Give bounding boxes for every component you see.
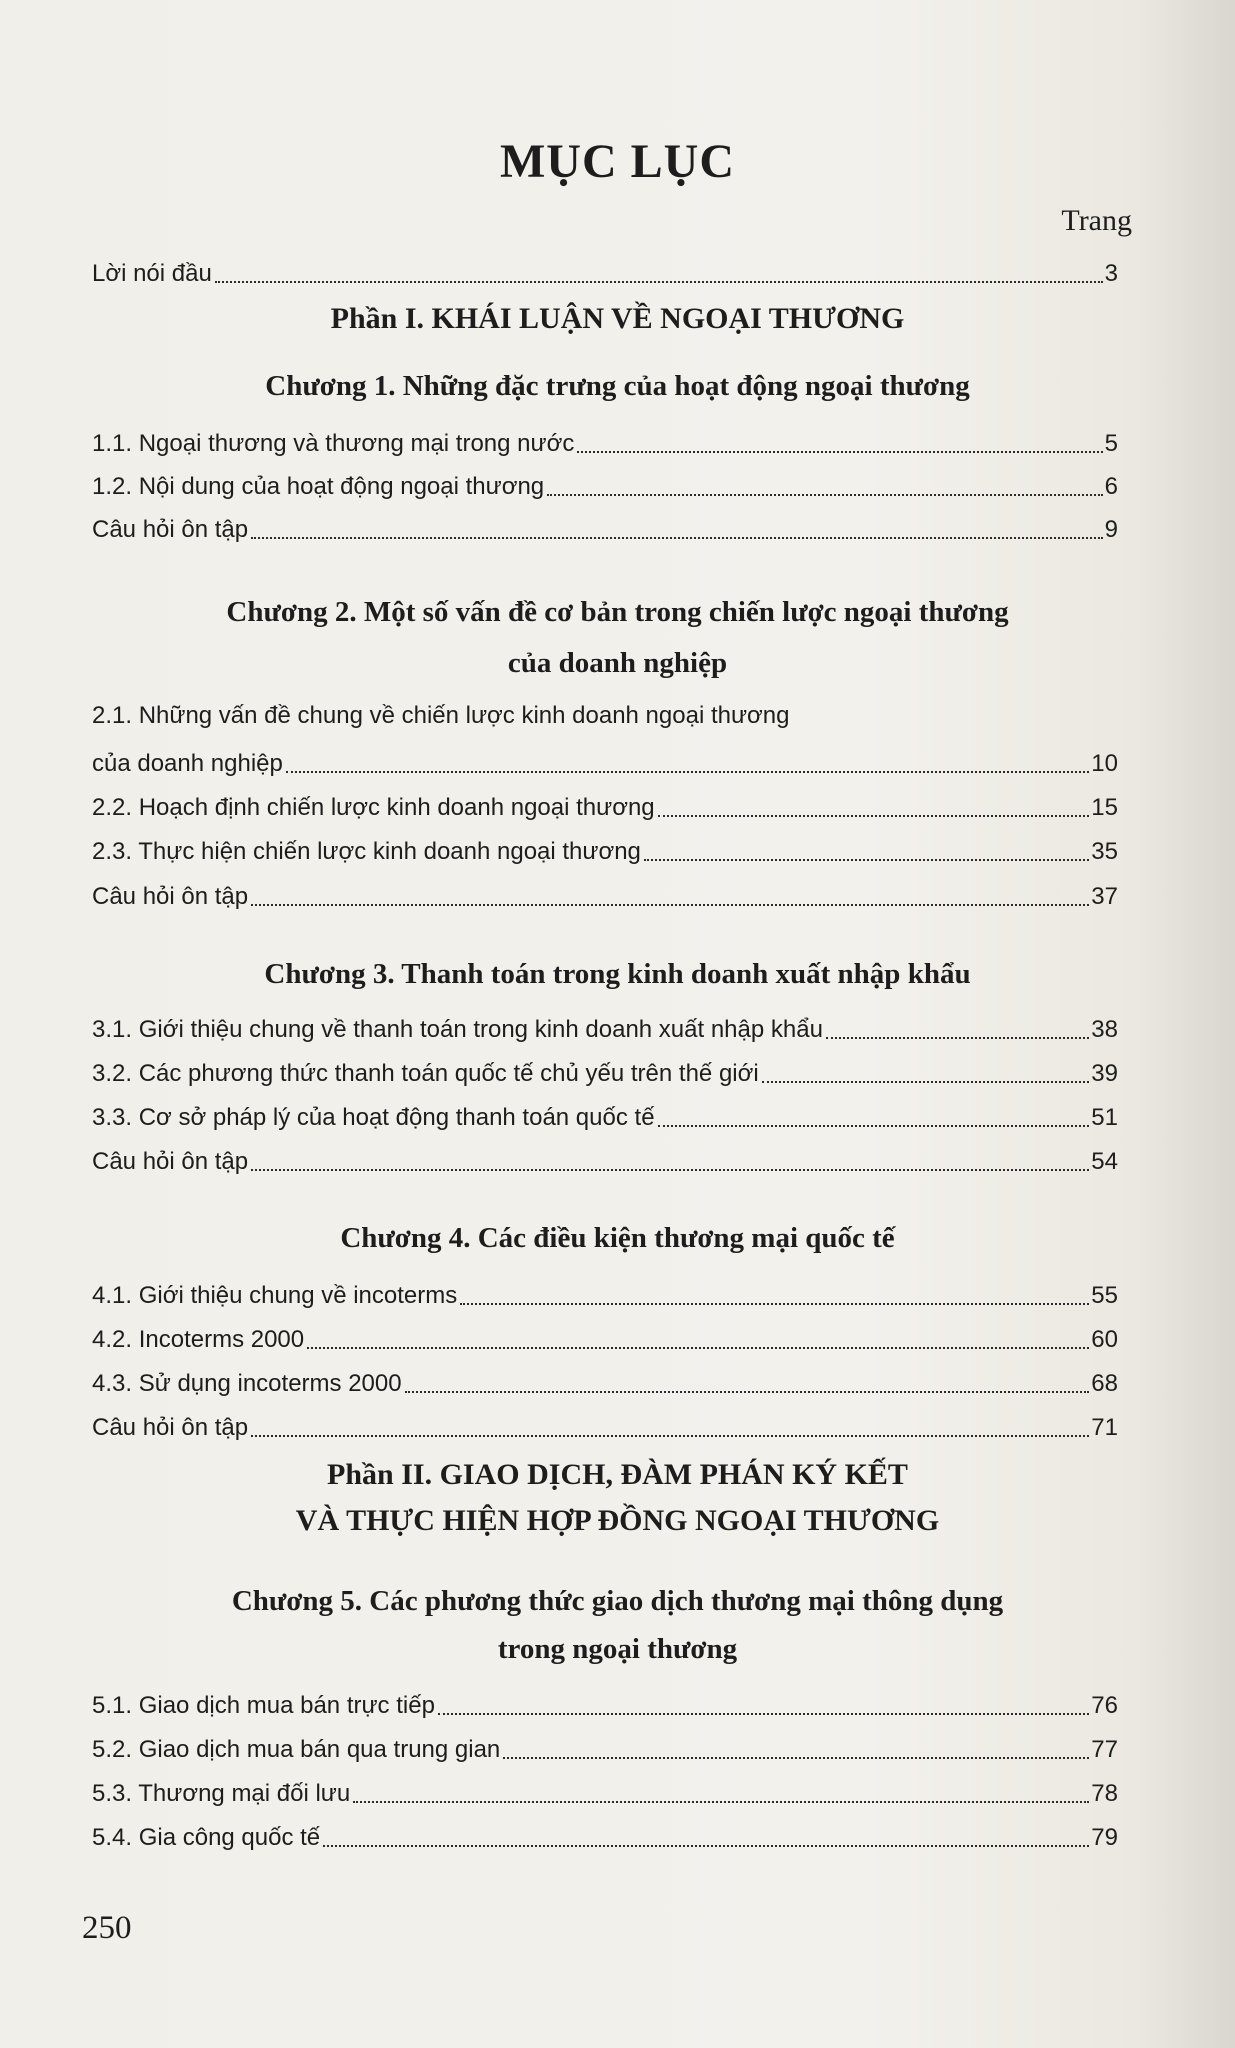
toc-entry-page: 78	[1091, 1780, 1118, 1807]
toc-entry-label: 5.1. Giao dịch mua bán trực tiếp	[92, 1692, 435, 1719]
page-column-header: Trang	[1061, 204, 1132, 237]
toc-entry-label: 2.3. Thực hiện chiến lược kinh doanh ngoại thương	[92, 838, 641, 865]
toc-entry-page: 51	[1091, 1104, 1118, 1131]
toc-entry-label: của doanh nghiệp	[92, 750, 283, 777]
toc-entry-label: 3.3. Cơ sở pháp lý của hoạt động thanh toán quốc tế	[92, 1104, 655, 1131]
leader-dots	[547, 494, 1102, 496]
part-2-heading: Phần II. GIAO DỊCH, ĐÀM PHÁN KÝ KẾT	[327, 1458, 908, 1491]
toc-entry-label: 4.2. Incoterms 2000	[92, 1326, 305, 1353]
toc-entry	[92, 1096, 1118, 1132]
toc-entry	[92, 1274, 1118, 1310]
toc-entry	[92, 830, 1118, 866]
toc-entry-label: Câu hỏi ôn tập	[92, 1148, 249, 1175]
toc-entry-page: 10	[1091, 750, 1118, 777]
leader-dots	[405, 1391, 1090, 1393]
leader-dots	[762, 1081, 1090, 1083]
toc-entry-page: 55	[1091, 1282, 1118, 1309]
toc-entry-label: Câu hỏi ôn tập	[92, 516, 249, 543]
toc-entry-label: 5.4. Gia công quốc tế	[92, 1824, 321, 1851]
toc-entry	[92, 1728, 1118, 1764]
toc-entry-label: 2.2. Hoạch định chiến lược kinh doanh ngoại thương	[92, 794, 655, 821]
leader-dots	[503, 1757, 1089, 1759]
leader-dots	[307, 1347, 1089, 1349]
leader-dots	[658, 1125, 1090, 1127]
toc-entry-page: 77	[1091, 1736, 1118, 1763]
toc-entry-page: 38	[1091, 1016, 1118, 1043]
leader-dots	[286, 771, 1089, 773]
toc-entry-label: 1.1. Ngoại thương và thương mại trong nước	[92, 430, 575, 457]
toc-entry-page: 60	[1091, 1326, 1118, 1353]
toc-entry	[92, 742, 1118, 778]
chapter-5-heading-line2: trong ngoại thương	[497, 1633, 738, 1665]
chapter-4-heading: Chương 4. Các điều kiện thương mại quốc tế	[340, 1222, 895, 1254]
page-title: MỤC LỤC	[500, 135, 735, 188]
leader-dots	[251, 537, 1103, 539]
toc-entry-page: 54	[1091, 1148, 1118, 1175]
toc-entry-label: 5.3. Thương mại đối lưu	[92, 1780, 351, 1807]
leader-dots	[323, 1845, 1089, 1847]
toc-entry	[92, 1052, 1118, 1088]
toc-entry-label: 1.2. Nội dung của hoạt động ngoại thương	[92, 473, 545, 500]
leader-dots	[251, 1169, 1089, 1171]
leader-dots	[460, 1303, 1089, 1305]
toc-entry-label: Lời nói đầu	[92, 260, 212, 287]
toc-entry-label: 3.1. Giới thiệu chung về thanh toán trong kinh doanh xuất nhập khẩu	[92, 1016, 823, 1043]
leader-dots	[658, 815, 1090, 817]
toc-entry	[92, 786, 1118, 822]
leader-dots	[438, 1713, 1089, 1715]
toc-entry-page: 35	[1091, 838, 1118, 865]
chapter-1-heading: Chương 1. Những đặc trưng của hoạt động ngoại thương	[265, 370, 970, 402]
leader-dots	[215, 281, 1103, 283]
toc-entry	[92, 1318, 1118, 1354]
toc-entry-preface	[92, 252, 1118, 288]
part-2-heading-line2: VÀ THỰC HIỆN HỢP ĐỒNG NGOẠI THƯƠNG	[295, 1504, 940, 1537]
toc-entry	[92, 1140, 1118, 1176]
leader-dots	[251, 904, 1089, 906]
toc-entry-label: 4.3. Sử dụng incoterms 2000	[92, 1370, 402, 1397]
toc-entry	[92, 508, 1118, 544]
page-number: 250	[82, 1910, 132, 1946]
toc-entry	[92, 875, 1118, 911]
toc-entry-page: 39	[1091, 1060, 1118, 1087]
toc-entry	[92, 422, 1118, 458]
toc-entry-page: 71	[1091, 1414, 1118, 1441]
toc-entry	[92, 1772, 1118, 1808]
chapter-2-heading: Chương 2. Một số vấn đề cơ bản trong chiến lược ngoại thương	[226, 596, 1009, 628]
leader-dots	[251, 1435, 1089, 1437]
toc-entry-page: 15	[1091, 794, 1118, 821]
toc-entry	[92, 465, 1118, 501]
toc-entry-page: 9	[1104, 516, 1118, 543]
toc-entry-page: 68	[1091, 1370, 1118, 1397]
toc-entry-page: 3	[1104, 260, 1118, 287]
toc-entry-label: 3.2. Các phương thức thanh toán quốc tế chủ yếu trên thế giới	[92, 1060, 759, 1087]
toc-entry-label: Câu hỏi ôn tập	[92, 1414, 249, 1441]
toc-entry-label: 2.1. Những vấn đề chung về chiến lược kinh doanh ngoại thương	[92, 702, 790, 729]
chapter-5-heading: Chương 5. Các phương thức giao dịch thương mại thông dụng	[231, 1585, 1004, 1617]
toc-entry-page: 76	[1091, 1692, 1118, 1719]
leader-dots	[644, 859, 1089, 861]
chapter-2-heading-line2: của doanh nghiệp	[507, 647, 728, 679]
toc-entry	[92, 1008, 1118, 1044]
leader-dots	[577, 451, 1102, 453]
toc-entry-page: 37	[1091, 883, 1118, 910]
chapter-3-heading: Chương 3. Thanh toán trong kinh doanh xuất nhập khẩu	[264, 958, 971, 990]
toc-entry-page: 79	[1091, 1824, 1118, 1851]
part-1-heading: Phần I. KHÁI LUẬN VỀ NGOẠI THƯƠNG	[330, 302, 905, 335]
toc-entry-label: Câu hỏi ôn tập	[92, 883, 249, 910]
leader-dots	[826, 1037, 1089, 1039]
toc-entry-label: 4.1. Giới thiệu chung về incoterms	[92, 1282, 458, 1309]
toc-entry	[92, 1684, 1118, 1720]
toc-entry	[92, 1406, 1118, 1442]
toc-entry-label: 5.2. Giao dịch mua bán qua trung gian	[92, 1736, 501, 1763]
leader-dots	[353, 1801, 1089, 1803]
toc-entry	[92, 1362, 1118, 1398]
toc-entry-page: 6	[1104, 473, 1118, 500]
toc-entry-page: 5	[1104, 430, 1118, 457]
toc-entry	[92, 1816, 1118, 1852]
